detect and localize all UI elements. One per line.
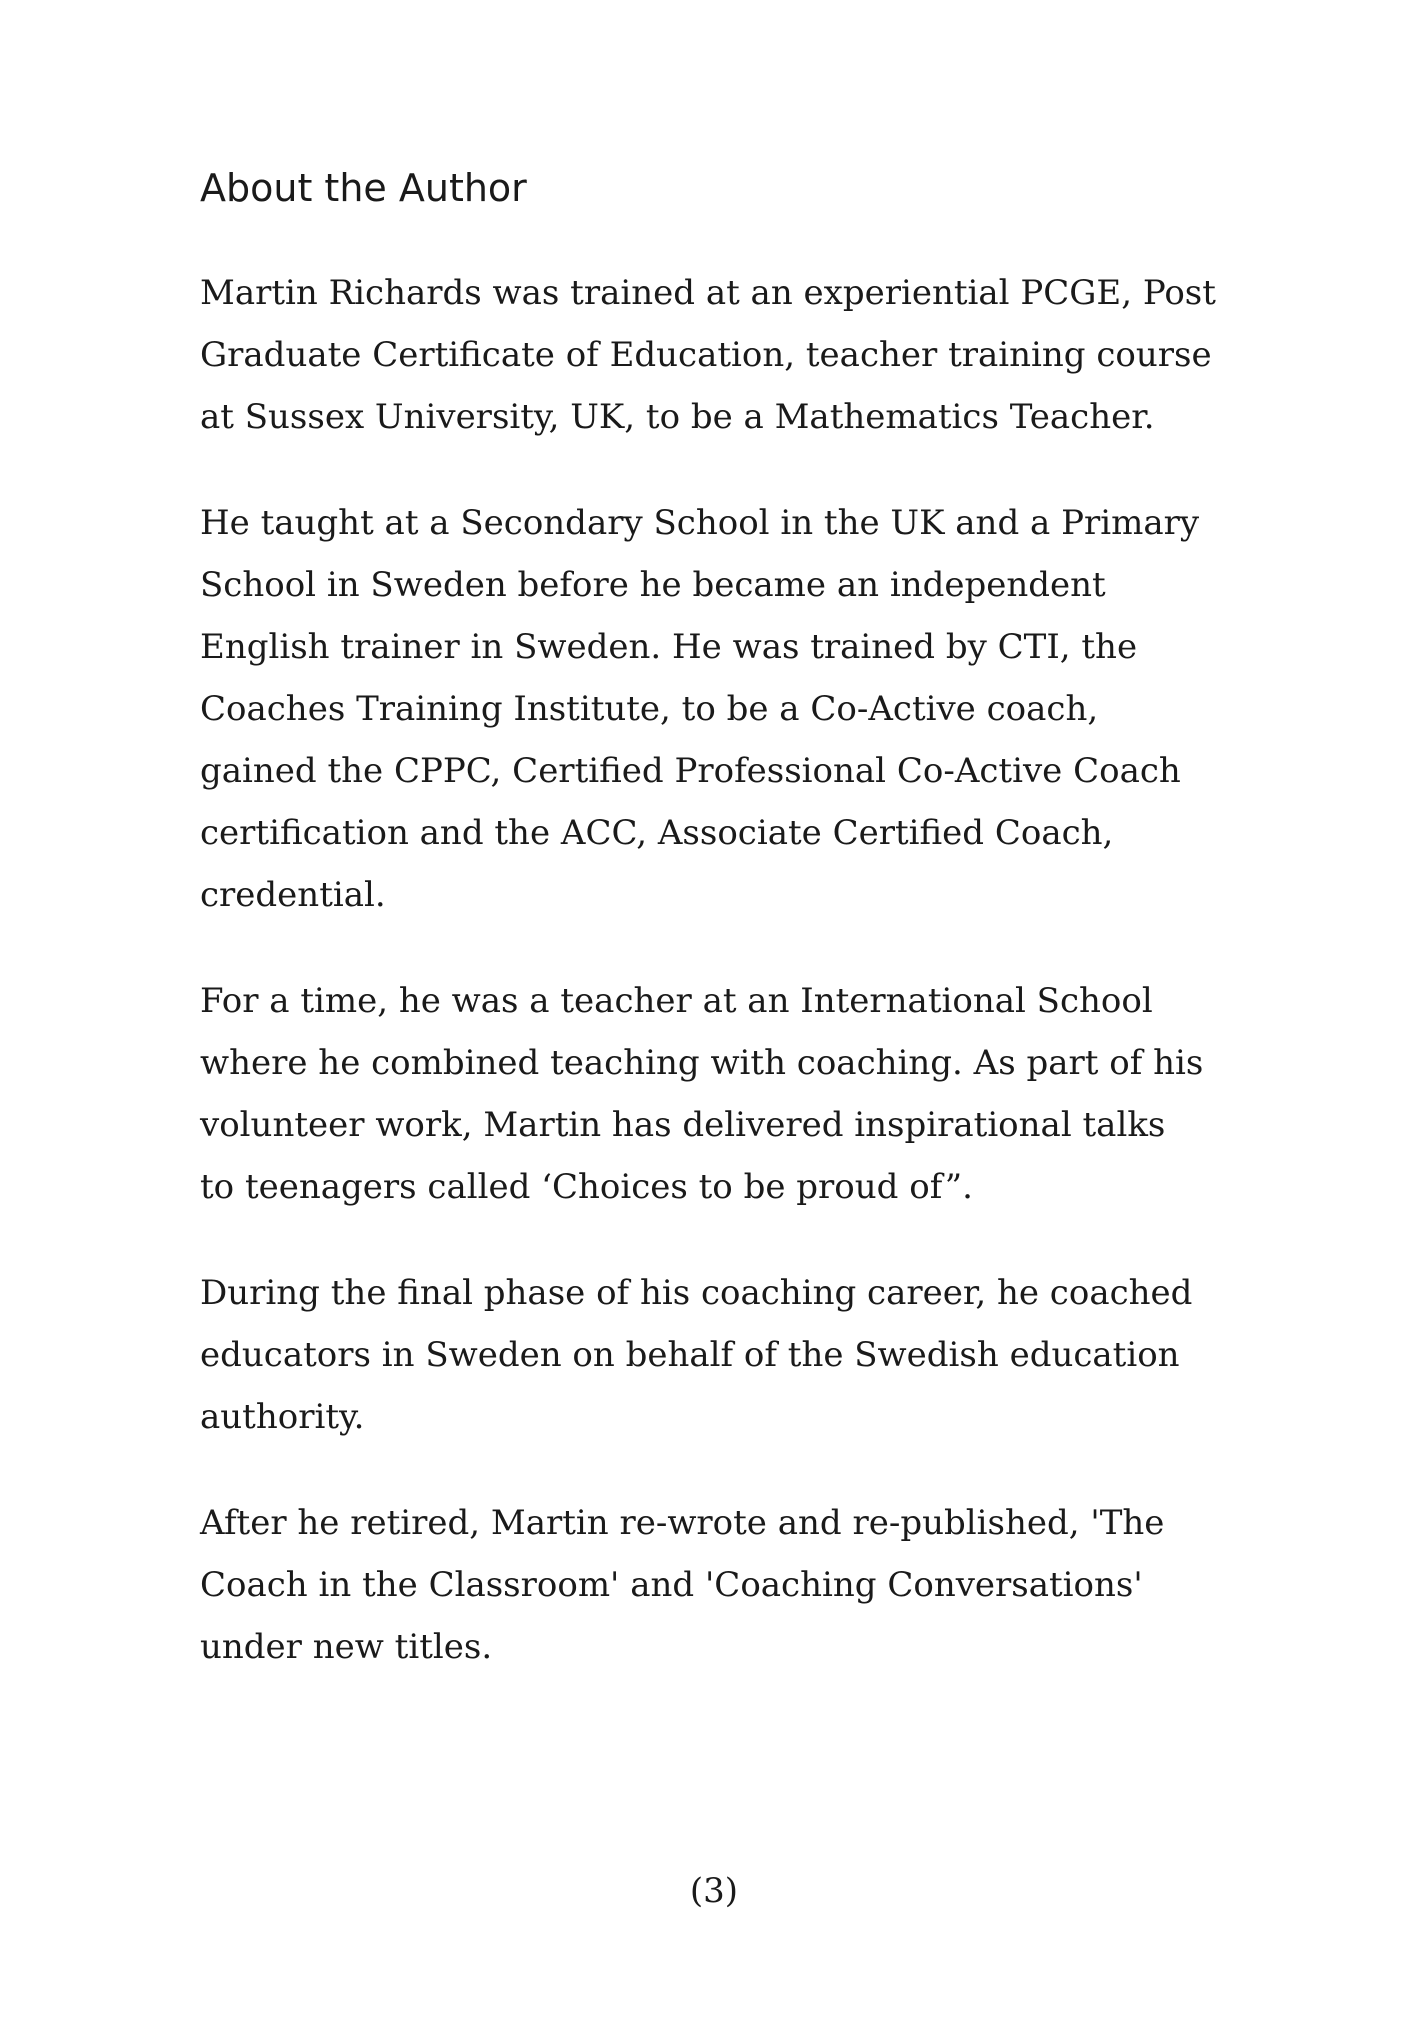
page-number: (3) — [689, 1871, 739, 1911]
paragraph-final-phase — [200, 1262, 1240, 1448]
text-line: Coach in the Classroom' and 'Coaching Conversations' — [200, 1565, 1143, 1605]
paragraph-training — [200, 262, 1240, 448]
paragraph-career — [200, 492, 1240, 926]
text-line: During the final phase of his coaching career, he coached — [200, 1273, 1193, 1313]
text-line: After he retired, Martin re-wrote and re-published, 'The — [200, 1503, 1165, 1543]
text-line: gained the CPPC, Certified Professional Co-Active Coach — [200, 751, 1181, 791]
text-line: English trainer in Sweden. He was trained by CTI, the — [200, 627, 1138, 667]
text-line: under new titles. — [200, 1627, 493, 1667]
author-bio — [200, 262, 1240, 1722]
text-line: volunteer work, Martin has delivered inspirational talks — [200, 1105, 1166, 1145]
paragraph-international-school — [200, 970, 1240, 1218]
text-line: authority. — [200, 1397, 365, 1437]
text-line: at Sussex University, UK, to be a Mathematics Teacher. — [200, 397, 1155, 437]
text-line: credential. — [200, 875, 386, 915]
text-line: For a time, he was a teacher at an International School — [200, 981, 1153, 1021]
text-line: certification and the ACC, Associate Certified Coach, — [200, 813, 1114, 853]
text-line: School in Sweden before he became an independent — [200, 565, 1106, 605]
text-line: He taught at a Secondary School in the UK and a Primary — [200, 503, 1200, 543]
text-line: Martin Richards was trained at an experiential PCGE, Post — [200, 273, 1216, 313]
paragraph-retirement — [200, 1492, 1240, 1678]
text-line: where he combined teaching with coaching. As part of his — [200, 1043, 1204, 1083]
page-title: About the Author — [200, 166, 527, 210]
text-line: Graduate Certificate of Education, teacher training course — [200, 335, 1212, 375]
text-line: educators in Sweden on behalf of the Swedish education — [200, 1335, 1180, 1375]
text-line: to teenagers called ‘Choices to be proud of”. — [200, 1167, 973, 1207]
text-line: Coaches Training Institute, to be a Co-Active coach, — [200, 689, 1099, 729]
